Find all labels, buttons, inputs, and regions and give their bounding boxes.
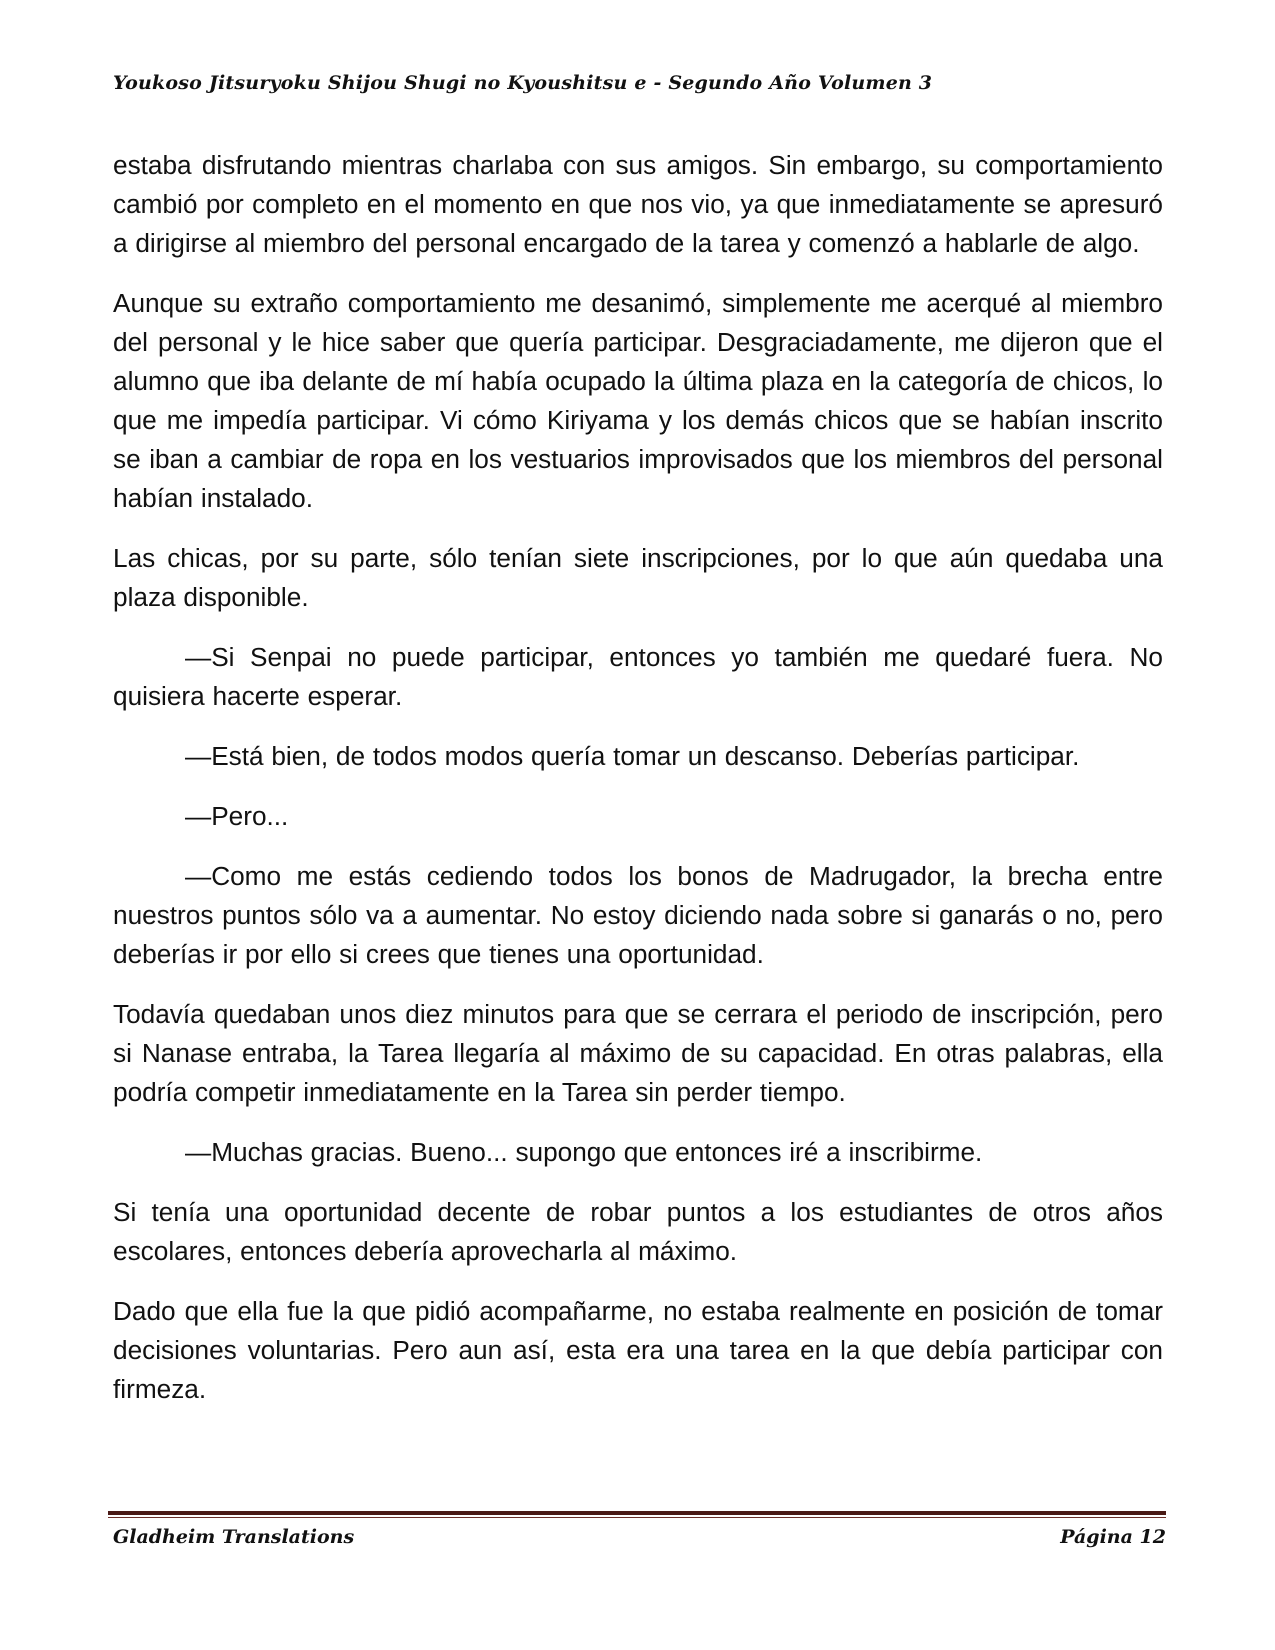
- page-number: Página 12: [1060, 1526, 1166, 1548]
- dialogue-line: —Si Senpai no puede participar, entonces yo también me quedaré fuera. No quisiera hacerte esperar.: [113, 642, 1163, 711]
- paragraph: Aunque su extraño comportamiento me desanimó, simplemente me acerqué al miembro del personal y le hice saber que quería participar. Desgraciadamente, me dijeron que el alumno que iba delante de mí había ocupado la última plaza en la categoría de chicos, lo que me impedía participar. Vi cómo Kiriyama y los demás chicos que se habían inscrito se iban a cambiar de ropa en los vestuarios improvisados que los miembros del personal habían instalado.: [113, 288, 1163, 513]
- paragraph: estaba disfrutando mientras charlaba con sus amigos. Sin embargo, su comportamiento cambió por completo en el momento en que nos vio, ya que inmediatamente se apresuró a dirigirse al miembro del personal encargado de la tarea y comenzó a hablarle de algo.: [113, 150, 1163, 258]
- paragraph: Las chicas, por su parte, sólo tenían siete inscripciones, por lo que aún quedaba una plaza disponible.: [113, 543, 1163, 612]
- page-header-title: Youkoso Jitsuryoku Shijou Shugi no Kyoushitsu e - Segundo Año Volumen 3: [113, 72, 933, 94]
- dialogue-line: —Pero...: [185, 801, 289, 831]
- dialogue-line: —Como me estás cediendo todos los bonos de Madrugador, la brecha entre nuestros puntos sólo va a aumentar. No estoy diciendo nada sobre si ganarás o no, pero deberías ir por ello si crees que tienes una oportunidad.: [113, 861, 1163, 969]
- footer-divider: [108, 1511, 1166, 1518]
- paragraph: Si tenía una oportunidad decente de robar puntos a los estudiantes de otros años escolares, entonces debería aprovecharla al máximo.: [113, 1197, 1163, 1266]
- paragraph: Dado que ella fue la que pidió acompañarme, no estaba realmente en posición de tomar decisiones voluntarias. Pero aun así, esta era una tarea en la que debía participar con firmeza.: [113, 1296, 1163, 1404]
- footer-publisher: Gladheim Translations: [113, 1526, 355, 1548]
- page-body: [113, 146, 1163, 1430]
- paragraph: Todavía quedaban unos diez minutos para que se cerrara el periodo de inscripción, pero si Nanase entraba, la Tarea llegaría al máximo de su capacidad. En otras palabras, ella podría competir inmediatamente en la Tarea sin perder tiempo.: [113, 999, 1163, 1107]
- dialogue-line: —Muchas gracias. Bueno... supongo que entonces iré a inscribirme.: [185, 1137, 983, 1167]
- dialogue-line: —Está bien, de todos modos quería tomar un descanso. Deberías participar.: [185, 741, 1080, 771]
